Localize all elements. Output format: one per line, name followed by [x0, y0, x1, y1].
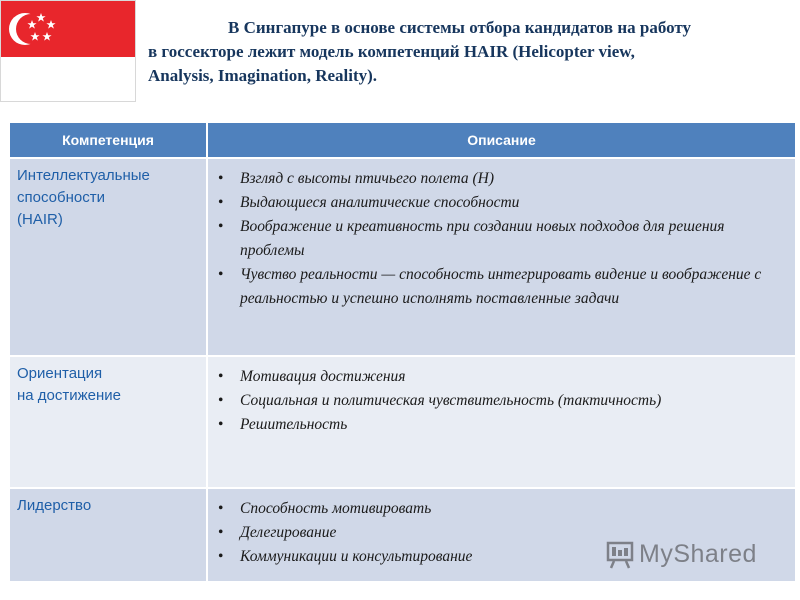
- heading-line-3: Analysis, Imagination, Reality).: [148, 66, 378, 85]
- page-heading: [148, 16, 793, 88]
- description-item: • Выдающиеся аналитические способности: [240, 191, 787, 215]
- competency-name-cell: [10, 488, 207, 581]
- description-item: • Решительность: [240, 413, 787, 437]
- description-item: • Делегирование: [240, 521, 787, 545]
- description-item: • Способность мотивировать: [240, 497, 787, 521]
- description-item: • Мотивация достижения: [240, 365, 787, 389]
- description-item: • Социальная и политическая чувствительность (тактичность): [240, 389, 787, 413]
- competency-name-line: на достижение: [17, 387, 122, 404]
- description-item: • Воображение и креативность при создании новых подходов для решения проблемы: [240, 215, 787, 263]
- description-item: • Взгляд с высоты птичьего полета (H): [240, 167, 787, 191]
- description-list: [208, 357, 795, 437]
- singapore-flag-icon: [0, 0, 136, 102]
- presentation-board-icon: [605, 539, 635, 569]
- competency-name-line: Ориентация: [17, 365, 103, 382]
- description-item: • Коммуникации и консультирование: [240, 545, 787, 569]
- competency-name-cell: [10, 158, 207, 356]
- table-row: [10, 356, 795, 488]
- competency-table: [10, 123, 795, 581]
- table-header-row: [10, 123, 795, 158]
- description-list: [208, 159, 795, 311]
- competency-name-line: Интеллектуальные: [17, 167, 150, 184]
- heading-line-1: В Сингапуре в основе системы отбора кандидатов на работу: [228, 18, 692, 37]
- competency-name-cell: [10, 356, 207, 488]
- watermark-text: MyShared: [639, 539, 757, 568]
- description-cell: [207, 158, 795, 356]
- competency-name-line: Лидерство: [17, 497, 92, 514]
- heading-line-2: в госсекторе лежит модель компетенций HAIR (Helicopter view,: [148, 42, 635, 61]
- description-cell: [207, 356, 795, 488]
- column-header-competency: Компетенция: [10, 123, 207, 158]
- table-row: [10, 158, 795, 356]
- description-item: • Чувство реальности — способность интегрировать видение и воображение с реальностью и успешно исполнять поставленные задачи: [240, 263, 787, 311]
- competency-name-line: способности: [17, 189, 105, 206]
- competency-name-line: (HAIR): [17, 211, 63, 228]
- crescent-stars-icon: [7, 5, 63, 53]
- watermark: [605, 537, 757, 571]
- column-header-description: Описание: [207, 123, 795, 158]
